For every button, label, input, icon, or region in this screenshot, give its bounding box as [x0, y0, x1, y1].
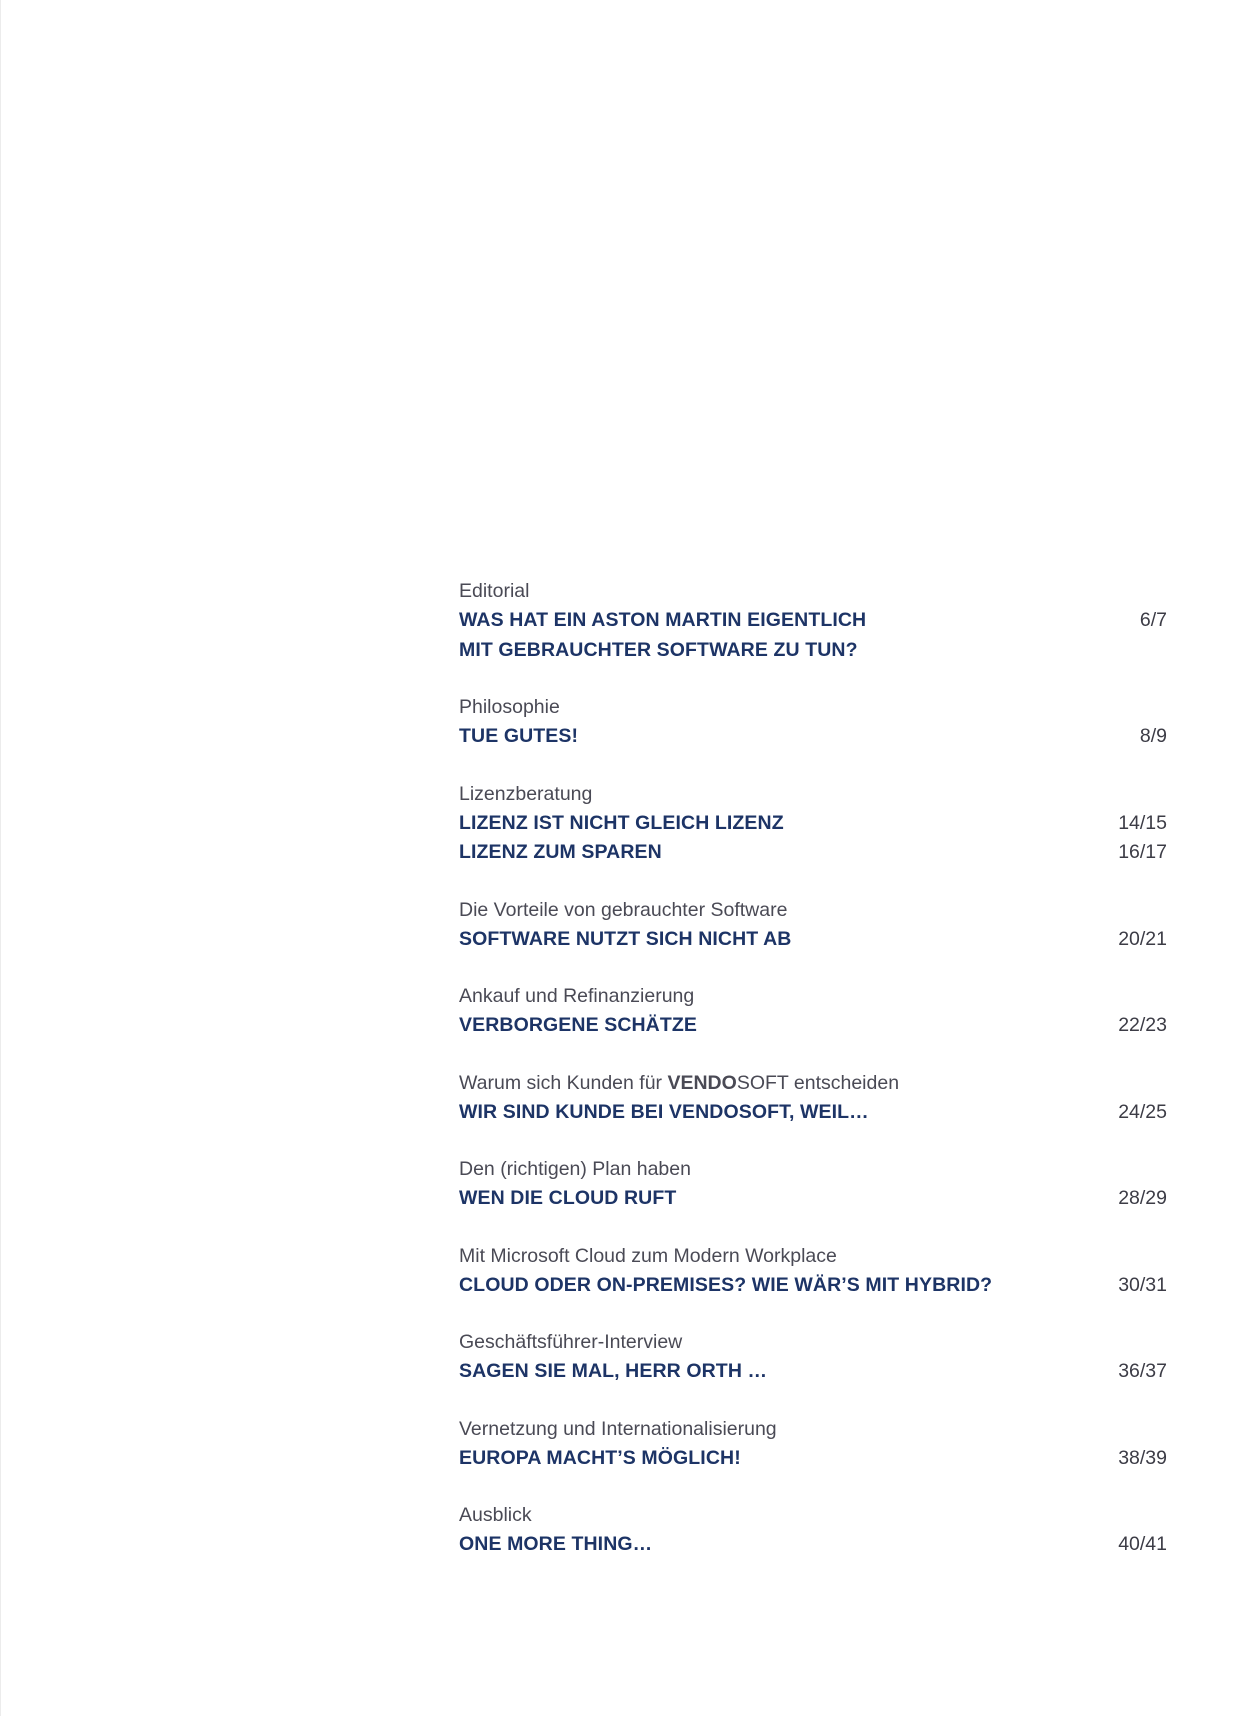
entry-page-number: 20/21 [1118, 927, 1167, 950]
entry-page-number: 28/29 [1118, 1187, 1167, 1209]
toc-section-vorteile [459, 896, 1167, 955]
toc-section-editorial [459, 577, 1167, 665]
toc-entry[interactable] [459, 809, 1167, 839]
toc-section-ausblick [459, 1501, 1167, 1560]
toc-entry[interactable] [459, 606, 1167, 636]
entry-page-number: 30/31 [1118, 1273, 1167, 1296]
toc-section-microsoft-cloud [459, 1242, 1167, 1301]
section-label: Die Vorteile von gebrauchter Software [459, 898, 788, 921]
entry-title: SOFTWARE NUTZT SICH NICHT AB [459, 927, 792, 950]
entry-title: TUE GUTES! [459, 725, 579, 747]
toc-entry[interactable] [459, 722, 1167, 752]
section-label: Philosophie [459, 696, 560, 718]
section-label: Den (richtigen) Plan haben [459, 1158, 691, 1180]
toc-entry[interactable] [459, 925, 1167, 955]
entry-page-number: 36/37 [1118, 1360, 1167, 1382]
section-label: Mit Microsoft Cloud zum Modern Workplace [459, 1244, 837, 1267]
section-label [459, 1069, 1167, 1098]
section-label: Lizenzberatung [459, 782, 593, 805]
entry-page-number: 40/41 [1118, 1533, 1167, 1555]
entry-page-number: 24/25 [1118, 1100, 1167, 1123]
toc-entry[interactable] [459, 1271, 1167, 1301]
toc-entry[interactable] [459, 1184, 1167, 1214]
section-label: Ausblick [459, 1504, 532, 1526]
toc-section-interview [459, 1328, 1167, 1387]
entry-title: CLOUD ODER ON-PREMISES? WIE WÄR’S MIT HYBRID? [459, 1273, 993, 1296]
entry-page-number: 6/7 [1139, 609, 1167, 631]
toc-entry[interactable] [459, 838, 1167, 868]
entry-page-number: 22/23 [1118, 1014, 1167, 1036]
entry-page-number: 8/9 [1139, 725, 1167, 747]
toc-section-ankauf [459, 982, 1167, 1041]
entry-title: SAGEN SIE MAL, HERR ORTH … [459, 1360, 768, 1382]
entry-title: MIT GEBRAUCHTER SOFTWARE ZU TUN? [459, 638, 858, 661]
section-label: Vernetzung und Internationalisierung [459, 1417, 777, 1440]
entry-page-number: 14/15 [1118, 811, 1167, 834]
toc-entry[interactable] [459, 1098, 1167, 1128]
toc-entry[interactable] [459, 1530, 1167, 1560]
section-label: Editorial [459, 580, 530, 602]
entry-title: LIZENZ IST NICHT GLEICH LIZENZ [459, 811, 784, 834]
section-label-part: Warum sich Kunden für [459, 1071, 668, 1094]
toc-entry[interactable] [459, 1011, 1167, 1041]
brand-name-strong: VENDO [667, 1071, 737, 1094]
toc-section-vernetzung [459, 1415, 1167, 1474]
entry-page-number: 16/17 [1118, 841, 1167, 863]
toc-entry[interactable] [459, 1357, 1167, 1387]
toc-entry[interactable] [459, 1444, 1167, 1474]
section-label-part: SOFT entscheiden [736, 1071, 900, 1094]
entry-title: ONE MORE THING… [459, 1533, 653, 1555]
page-edge [0, 0, 1, 1716]
section-label: Geschäftsführer-Interview [459, 1331, 683, 1353]
entry-title: WIR SIND KUNDE BEI VENDOSOFT, WEIL… [459, 1100, 869, 1123]
table-of-contents [459, 577, 1167, 1588]
toc-section-philosophie [459, 693, 1167, 752]
toc-entry[interactable] [459, 636, 1167, 666]
entry-title: WAS HAT EIN ASTON MARTIN EIGENTLICH [459, 609, 867, 631]
toc-section-lizenzberatung [459, 780, 1167, 868]
section-label: Ankauf und Refinanzierung [459, 985, 695, 1007]
toc-section-plan [459, 1155, 1167, 1214]
toc-section-kunden [459, 1069, 1167, 1128]
entry-title: WEN DIE CLOUD RUFT [459, 1187, 677, 1209]
entry-title: LIZENZ ZUM SPAREN [459, 841, 662, 863]
entry-title: VERBORGENE SCHÄTZE [459, 1014, 697, 1036]
entry-title: EUROPA MACHT’S MÖGLICH! [459, 1446, 741, 1469]
entry-page-number: 38/39 [1118, 1446, 1167, 1469]
